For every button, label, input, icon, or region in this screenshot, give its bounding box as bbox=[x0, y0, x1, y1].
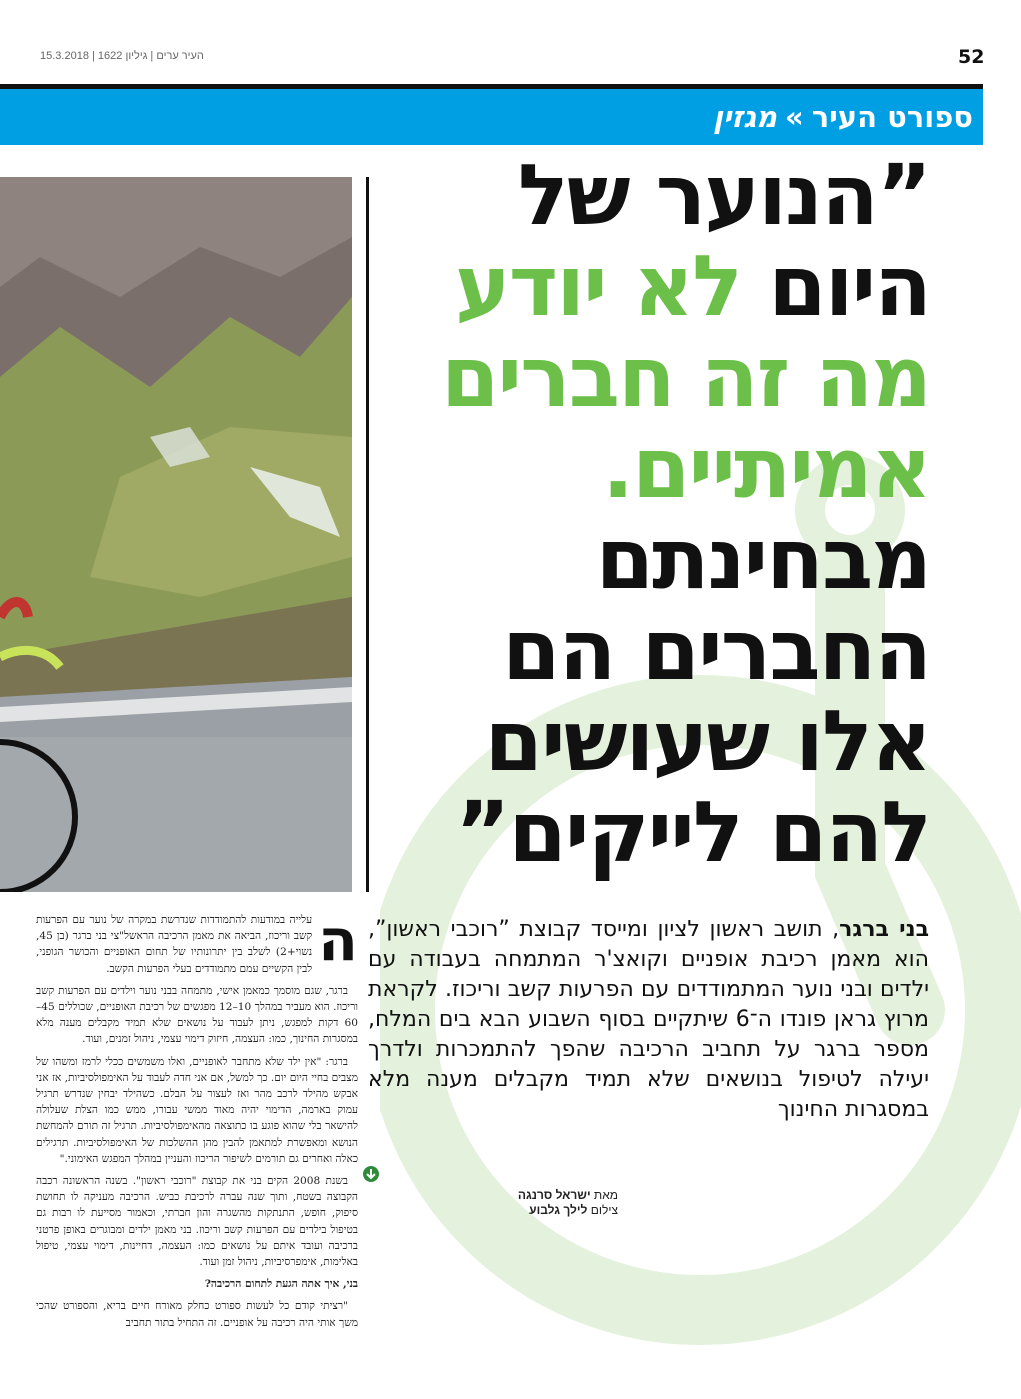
headline-line-4: אמיתיים. bbox=[602, 419, 930, 517]
photographer-name: לילך גלבוע bbox=[529, 1203, 588, 1217]
photo-label: צילום bbox=[590, 1203, 618, 1217]
headline-line-2-part-b: לא יודע bbox=[454, 237, 741, 335]
body-paragraph-1: עלייה במודעות להתמודדות שנדרשת במקרה של נוער עם הפרעות קשב וריכוז, הביאה את מאמן הרכיבה הראשל"צי בני ברגר (בן 45, נשוי+2) לשלב בין יתרונותיו של תחום האופניים והכושר הגופני, לבין הקשיים עמם מתמודדים בעלי הפרעות הקשב. bbox=[36, 914, 313, 975]
headline-line-6: החברים הם bbox=[502, 601, 930, 699]
down-arrow-icon bbox=[363, 1166, 379, 1182]
column-rule bbox=[366, 177, 369, 892]
headline bbox=[370, 146, 930, 881]
section-title: ספורט העיר bbox=[811, 100, 973, 134]
headline-line-3: מה זה חברים bbox=[440, 328, 930, 426]
section-subtitle: מגזין bbox=[712, 100, 778, 134]
section-label bbox=[713, 89, 973, 145]
lead-name: בני ברגר bbox=[839, 917, 929, 942]
lead-paragraph bbox=[368, 915, 929, 1125]
cyclist-photo bbox=[0, 177, 352, 892]
issue-line: העיר ערים | גיליון 1622 | 15.3.2018 bbox=[40, 50, 204, 62]
headline-line-8: להם לייקים” bbox=[455, 783, 930, 881]
headline-line-2-part-a: היום bbox=[768, 237, 930, 335]
body-paragraph-5: "רציתי קודם כל לעשות ספורט כחלק מאורח חיים בריא, והספורט שהכי משך אותי היה רכיבה על אופניים. זה התחיל בתור תחביב bbox=[36, 1300, 358, 1329]
mountain-road-image bbox=[0, 177, 352, 892]
author-name: ישראל סרנגה bbox=[517, 1188, 591, 1202]
headline-line-1: ”הנוער של bbox=[517, 146, 930, 244]
drop-cap: ה bbox=[318, 912, 358, 974]
photo-credit bbox=[368, 1203, 618, 1218]
author-credit bbox=[368, 1188, 618, 1203]
headline-line-2 bbox=[370, 237, 930, 335]
page-number: 52 bbox=[958, 46, 985, 68]
interview-question-1: בני, איך אתה הגעת לתחום הרכיבה? bbox=[204, 1278, 358, 1291]
body-paragraph-3: ברגר: "אין ילד שלא מתחבר לאופניים, ואלו משמשים ככלי לרמז ומשהו של מצבים בחיי היום יום. כך למשל, אם אני חדה לעבוד על האימפולסיביות, אז אני אבקש מהילד לרכב מהר ואז לעצור על הבלם. כשהילד יבחין שנדרש תרגיל עמוק בארמה, הדימוי יהיה מאוד ממשי עבורו, ממש כמו הצלת שעלולה להישאר בלי שהוא פוגע בו כתוצאה מהאימפולסיביות. תרגיל זה תורם להמחשת הנושא ומאפשרת למתאמן להבין מהן ההשלכות של האימפולסיביות. תרגילים כאלה ואחרים גם תורמים לשיפור הריכוז והעניין במהלך המפגש האימוני." bbox=[36, 1055, 358, 1165]
author-label: מאת bbox=[593, 1188, 618, 1202]
body-paragraph-4: בשנת 2008 הקים בני את קבוצת "רוכבי ראשון". בשנה הראשונה רכבה הקבוצה בשטח, ותוך שנה עברה לרכיבת כביש. הרכיבה מעניקה לו תחושת סיפוק, חופש, התנתקות מהשגרה והון חברתי, וכאמור מסייעת לו רבות גם בטיפול בילדים עם הפרעות קשב וריכוז. בני מאמן ילדים ומבוגרים באופן פרטני ברכיבה ועובד איתם על נושאים כמו: העצמה, דחיינות, דימוי עצמי, טיפול באלימות, אימפרסיביות, ניהול זמן ועוד. bbox=[36, 1175, 358, 1269]
headline-line-7: אלו שעושים bbox=[484, 692, 930, 790]
body-column bbox=[36, 912, 358, 1380]
credits bbox=[368, 1188, 618, 1218]
double-chevron-icon: » bbox=[785, 100, 804, 134]
body-paragraph-2: ברגר, שגם מוסמך כמאמן אישי, מתמחה בבני נוער וילדים עם הפרעות קשב וריכוז. הוא מעביר במהלך 10–12 מפגשים של רכיבת האופניים, שכוללים 45–60 דקות למפגש, ניתן לעבוד על נושאים שלא תמיד מקבלים מענה מלא במסגרות החינוך, כמו: העצמה, חיזוק דימוי עצמי, ניהול זמנים, ועוד. bbox=[36, 984, 358, 1046]
headline-line-5: מבחינתם bbox=[595, 510, 930, 608]
lead-text: , תושב ראשון לציון ומייסד קבוצת ”רוכבי ראשון”, הוא מאמן רכיבת אופניים וקואצ'ר המתמחה בעבודה עם ילדים ובני נוער המתמודדים עם הפרעות קשב וריכוז. לקראת מרוץ גראן פונדו ה־6 שיתקיים בסוף השבוע הבא בים המלח, מספר ברגר על תחביב הרכיבה שהפך להתמכרות ולדרך יעילה לטיפול בנושאים שלא תמיד מקבלים מענה מלא במסגרות החינוך bbox=[368, 917, 929, 1122]
